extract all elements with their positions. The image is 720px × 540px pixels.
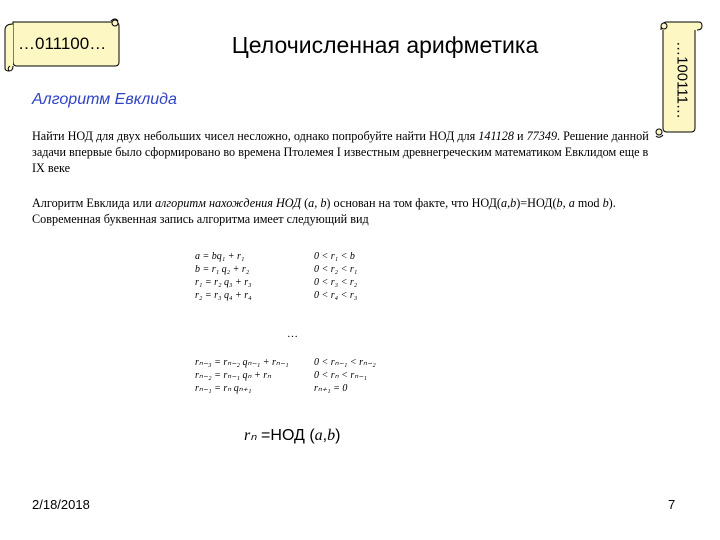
number-1: 141128 — [478, 129, 514, 143]
scroll-right-text-box — [668, 30, 696, 130]
page-number: 7 — [668, 497, 676, 512]
gcd-result — [244, 425, 340, 445]
var-b: b — [510, 196, 517, 210]
equation-line: rₙ₋₂ = rₙ₋₁ qₙ + rₙ — [195, 370, 272, 381]
scroll-left-text: …011100… — [18, 34, 107, 53]
def-text-c: , — [314, 196, 321, 210]
result-a: a — [314, 427, 323, 444]
def-text-g: , — [562, 196, 569, 210]
def-text-h: mod — [574, 196, 603, 210]
var-a: a — [308, 196, 315, 210]
equation-line: b = r₁ q₂ + r₂ — [195, 264, 250, 275]
number-2: 77349 — [526, 129, 558, 143]
equations-right-bottom — [314, 356, 376, 395]
inequality-line: 0 < r₃ < r₂ — [314, 277, 358, 288]
slide-subtitle: Алгоритм Евклида — [32, 91, 177, 108]
equation-line: r₂ = r₃ q₄ + r₄ — [195, 290, 252, 301]
equation-line: a = bq₁ + r₁ — [195, 251, 245, 262]
result-text: =НОД ( — [256, 427, 315, 444]
var-b: b — [320, 196, 327, 210]
def-text-i: ). Современная буквенная запись алгоритма имеет следующий вид — [32, 196, 616, 226]
inequality-line: 0 < rₙ₋₁ < rₙ₋₂ — [314, 357, 376, 368]
inequality-line: 0 < rₙ < rₙ₋₁ — [314, 370, 368, 381]
slide-date: 2/18/2018 — [32, 497, 90, 512]
equations-right-top — [314, 250, 357, 302]
inequality-line: 0 < r₁ < b — [314, 251, 355, 262]
def-text-f: )=НОД( — [516, 196, 557, 210]
inequality-line: 0 < r₂ < r₁ — [314, 264, 358, 275]
var-a: a — [568, 196, 575, 210]
def-text-e: , — [507, 196, 511, 210]
intro-text-b: и — [513, 129, 527, 143]
var-b: b — [556, 196, 563, 210]
equation-line: r₁ = r₂ q₃ + r₃ — [195, 277, 252, 288]
intro-text-a: Найти НОД для двух небольших чисел несложно, однако попробуйте найти НОД для — [32, 129, 479, 143]
scroll-right-text: …100111… — [673, 41, 691, 119]
def-text-d: ) основан на том факте, что НОД( — [326, 196, 501, 210]
result-close: ) — [335, 427, 341, 444]
var-b: b — [602, 196, 609, 210]
result-comma: , — [322, 427, 328, 444]
def-text-b: ( — [301, 196, 309, 210]
def-italic-term: алгоритм нахождения НОД — [154, 196, 302, 210]
ellipsis: … — [287, 328, 298, 340]
def-text-a: Алгоритм Евклида или — [32, 196, 155, 210]
intro-paragraph — [32, 128, 652, 176]
slide-title: Целочисленная арифметика — [231, 32, 539, 58]
equation-line: rₙ₋₁ = rₙ qₙ₊₁ — [195, 383, 252, 394]
equations-left-bottom — [195, 356, 289, 395]
equation-line: rₙ₋₃ = rₙ₋₂ qₙ₋₁ + rₙ₋₁ — [195, 357, 289, 368]
result-b: b — [327, 427, 336, 444]
equations-left-top — [195, 250, 252, 302]
inequality-line: rₙ₊₁ = 0 — [314, 383, 348, 394]
definition-paragraph — [32, 195, 672, 227]
var-a: a — [500, 196, 508, 210]
intro-text-c: . Решение данной задачи впервые было сформировано во времена Птолемея I известным древнегреческим математиком Евклидом еще в IX веке — [32, 129, 649, 175]
inequality-line: 0 < r₄ < r₃ — [314, 290, 358, 301]
result-var: rₙ — [244, 427, 257, 444]
